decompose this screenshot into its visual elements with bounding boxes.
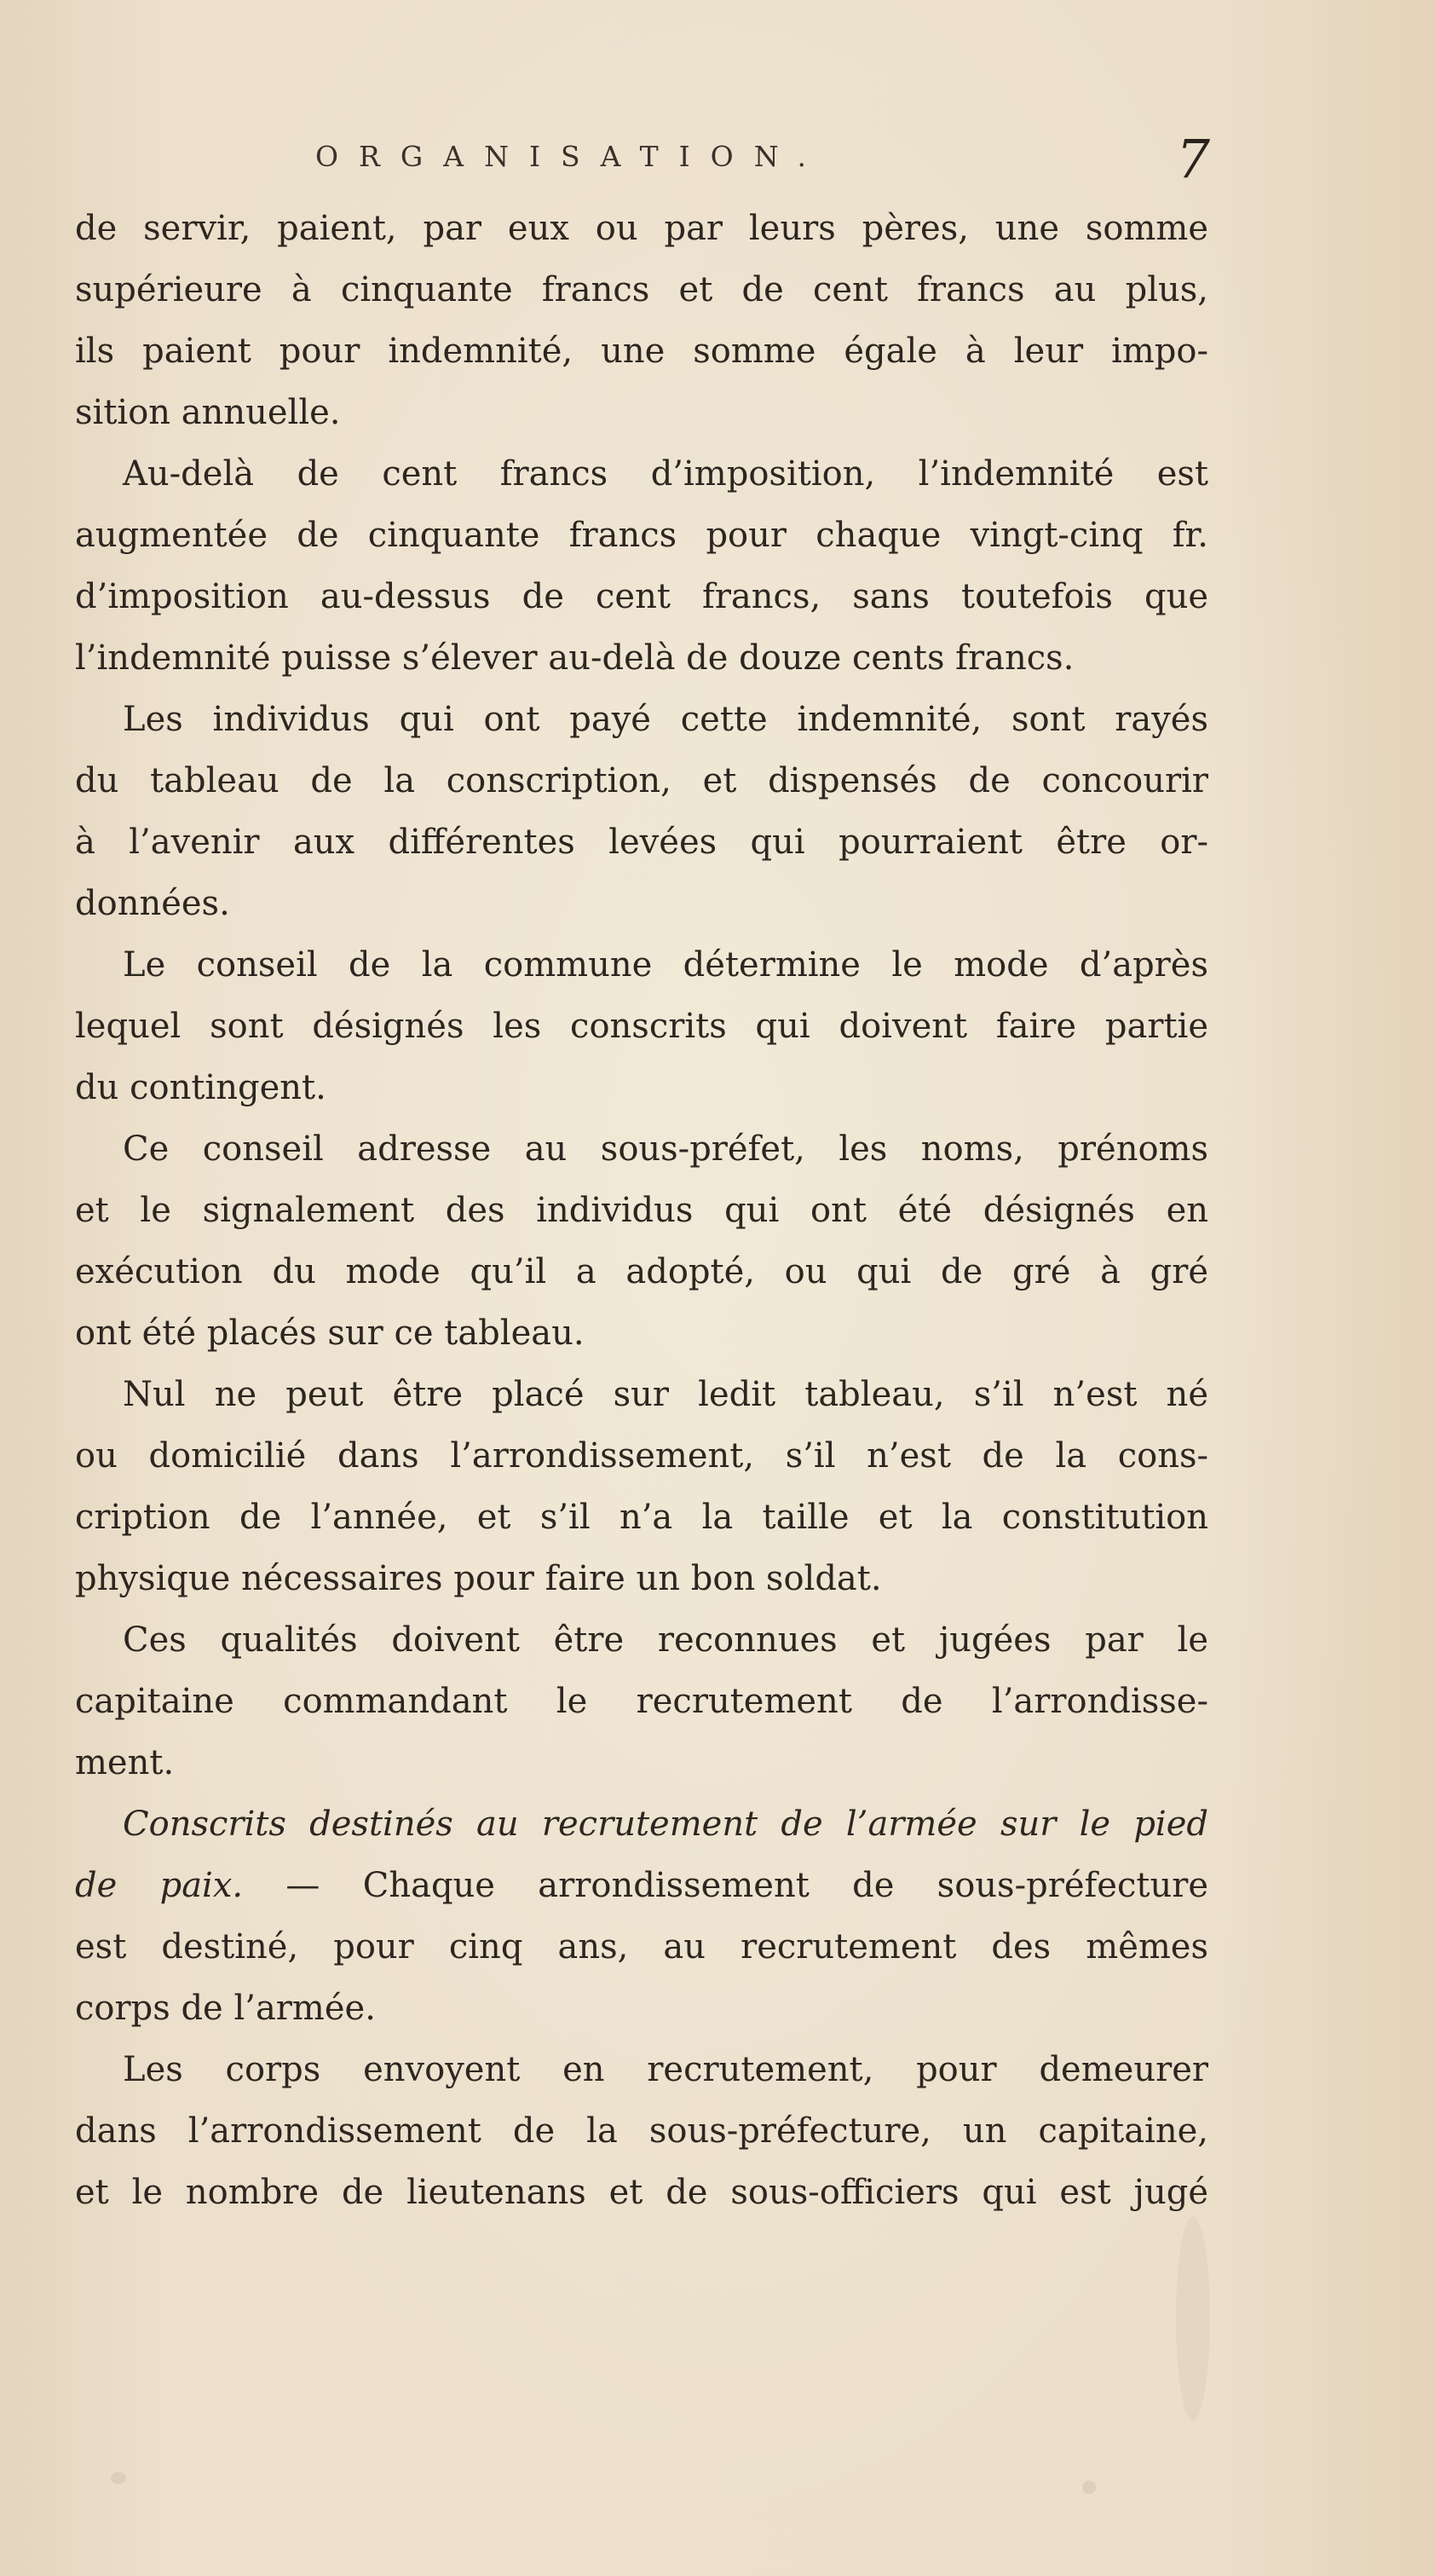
text-line: augmentée de cinquante francs pour chaque vingt-cinq fr.: [75, 516, 1208, 555]
body-text: [75, 198, 1208, 2223]
text-line: est destiné, pour cinq ans, au recrutement des mêmes: [75, 1927, 1208, 1967]
text-line: ou domicilié dans l’arrondissement, s’il n’est de la cons-: [75, 1436, 1208, 1476]
text-line: de servir, paient, par eux ou par leurs pères, une somme: [75, 209, 1208, 248]
text-line: données.: [75, 884, 230, 923]
paragraph-section-heading: [75, 1793, 1208, 2039]
text-line: capitaine commandant le recrutement de l’arrondisse-: [75, 1682, 1208, 1721]
paragraph: [75, 443, 1208, 689]
paper-stain: [1176, 2216, 1210, 2421]
paper-stain: [111, 2472, 126, 2484]
text-line: cription de l’année, et s’il n’a la taille et la constitution: [75, 1498, 1208, 1537]
text-line: du contingent.: [75, 1068, 326, 1107]
text-line: à l’avenir aux différentes levées qui pourraient être or-: [75, 823, 1208, 862]
running-head: ORGANISATION.: [315, 140, 827, 173]
text-line: Les corps envoyent en recrutement, pour demeurer: [123, 2050, 1208, 2089]
text-line: lequel sont désignés les conscrits qui doivent faire partie: [75, 1007, 1208, 1046]
text-line: dans l’arrondissement de la sous-préfecture, un capitaine,: [75, 2111, 1208, 2151]
text-fragment: — Chaque arrondissement de sous-préfecture: [243, 1866, 1208, 1905]
text-line: du tableau de la conscription, et dispensés de concourir: [75, 761, 1208, 800]
text-line: physique nécessaires pour faire un bon soldat.: [75, 1559, 882, 1598]
text-line: exécution du mode qu’il a adopté, ou qui de gré à gré: [75, 1252, 1208, 1291]
text-line: l’indemnité puisse s’élever au-delà de douze cents francs.: [75, 638, 1075, 678]
paper-stain: [1082, 2481, 1096, 2494]
text-line: Le conseil de la commune détermine le mode d’après: [123, 945, 1208, 985]
section-heading-text: de paix.: [75, 1866, 244, 1905]
text-line: Ce conseil adresse au sous-préfet, les noms, prénoms: [123, 1129, 1208, 1169]
text-line: [75, 1855, 1208, 1916]
text-line: ils paient pour indemnité, une somme égale à leur impo-: [75, 332, 1208, 371]
text-line: d’imposition au-dessus de cent francs, sans toutefois que: [75, 577, 1208, 616]
paragraph: [75, 1364, 1208, 1609]
paragraph: [75, 689, 1208, 934]
section-heading-text: Conscrits destinés au recrutement de l’armée sur le pied: [123, 1805, 1208, 1844]
text-line: ment.: [75, 1743, 175, 1782]
page-header: [315, 128, 1210, 196]
text-line: et le signalement des individus qui ont été désignés en: [75, 1191, 1208, 1230]
paragraph: [75, 1609, 1208, 1793]
paragraph: [75, 2039, 1208, 2223]
paragraph: [75, 1118, 1208, 1364]
text-line: Au-delà de cent francs d’imposition, l’indemnité est: [123, 454, 1208, 494]
text-line: Les individus qui ont payé cette indemnité, sont rayés: [123, 700, 1208, 739]
text-line: ont été placés sur ce tableau.: [75, 1314, 585, 1353]
text-line: Ces qualités doivent être reconnues et jugées par le: [123, 1620, 1208, 1660]
text-line: corps de l’armée.: [75, 1989, 376, 2028]
paragraph: [75, 934, 1208, 1118]
page-number: 7: [1176, 128, 1210, 190]
paragraph: [75, 198, 1208, 443]
text-line: et le nombre de lieutenans et de sous-officiers qui est jugé: [75, 2173, 1208, 2212]
text-line: Nul ne peut être placé sur ledit tableau, s’il n’est né: [123, 1375, 1208, 1414]
text-line: supérieure à cinquante francs et de cent francs au plus,: [75, 270, 1208, 309]
text-line: sition annuelle.: [75, 393, 341, 432]
